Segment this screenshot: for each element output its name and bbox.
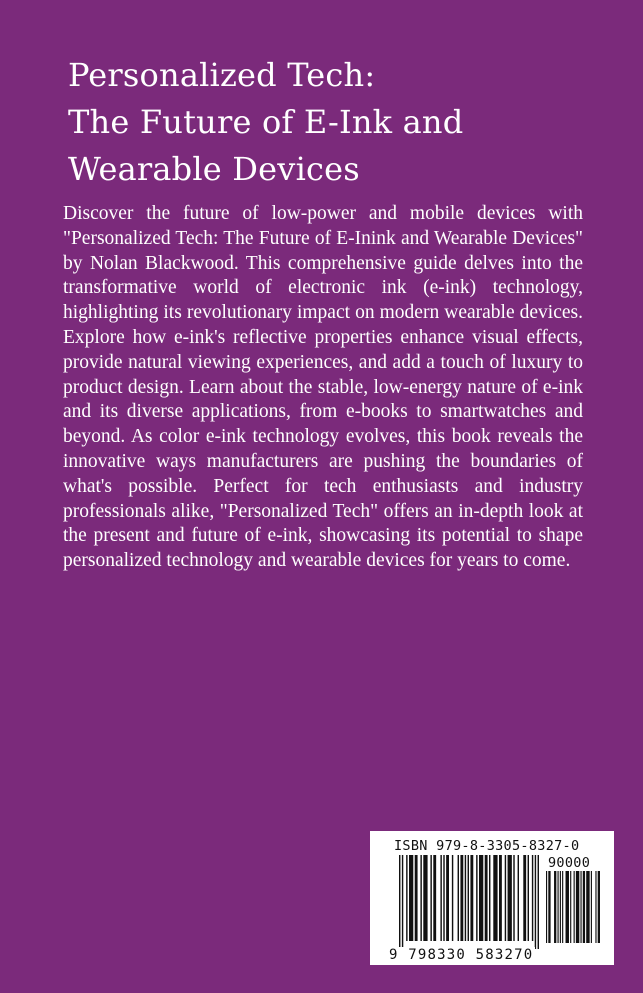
book-title: [68, 52, 588, 193]
addon-barcode-bars: [546, 871, 600, 951]
price-code: 90000: [548, 855, 591, 871]
title-line-3: Wearable Devices: [68, 150, 360, 188]
book-description: Discover the future of low-power and mobile devices with "Personalized Tech: The Future of E-Inink and Wearable Devices" by Nolan Blackwood. This comprehensive guide delves into the transformative world of electronic ink (e-ink) technology, highlighting its revolutionary impact on modern wearable devices. Explore how e-ink's reflective properties enhance visual effects, provide natural viewing experiences, and add a touch of luxury to product design. Learn about the stable, low-energy nature of e-ink and its diverse applications, from e-books to smartwatches and beyond. As color e-ink technology evolves, this book reveals the innovative ways manufacturers are pushing the boundaries of what's possible. Perfect for tech enthusiasts and industry professionals alike, "Personalized Tech" offers an in-depth look at the present and future of e-ink, showcasing its potential to shape personalized technology and wearable devices for years to come.: [63, 203, 583, 572]
isbn-barcode-block: [370, 831, 614, 965]
ean-digits: 9 798330 583270: [389, 947, 534, 963]
title-line-2: The Future of E-Ink and: [68, 103, 464, 141]
isbn-label: ISBN 979-8-3305-8327-0: [394, 838, 580, 854]
title-line-1: Personalized Tech:: [68, 56, 376, 94]
ean-barcode-bars: [399, 855, 539, 949]
